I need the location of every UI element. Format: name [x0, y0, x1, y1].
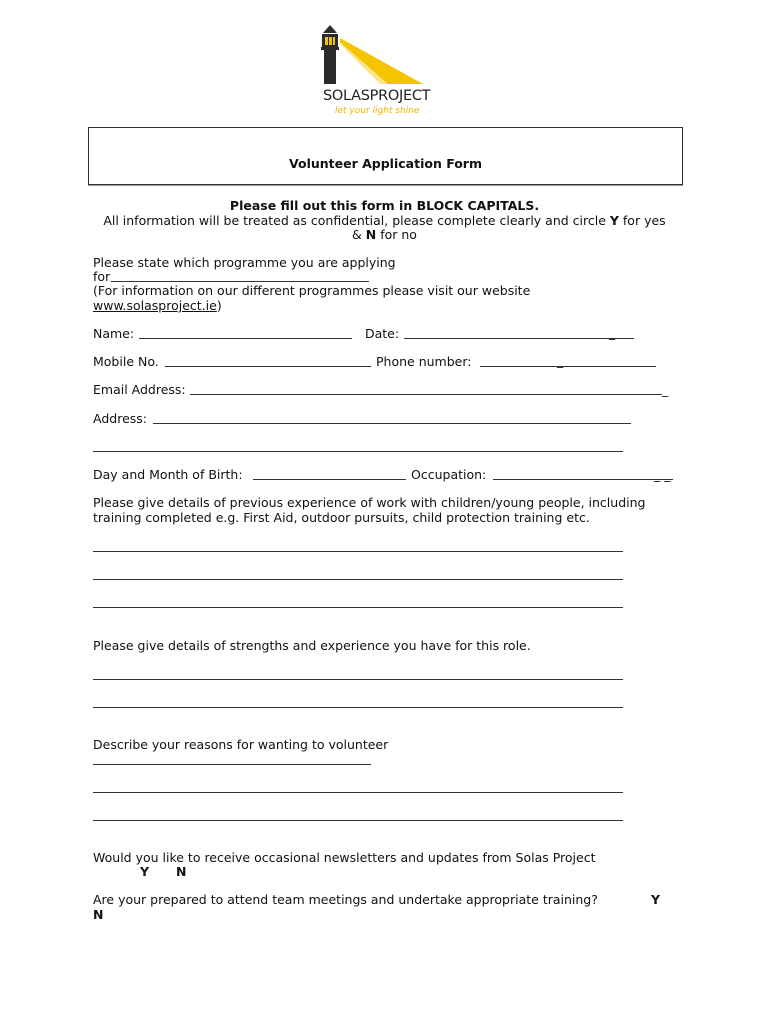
address-label: Address: [93, 411, 147, 426]
mobile-input-line[interactable] [165, 366, 371, 367]
occupation-suffix: _ _ [654, 467, 671, 482]
intro-yes: Y [609, 213, 619, 228]
website-close-paren: ) [216, 298, 222, 313]
reasons-input-line-1[interactable] [93, 792, 623, 793]
strengths-question: Please give details of strengths and experience you have for this role. [93, 638, 531, 653]
programme-website-line [93, 299, 222, 313]
form-title-box [88, 127, 683, 185]
experience-input-line-3[interactable] [93, 607, 623, 608]
programme-input-line[interactable] [111, 281, 369, 282]
name-label: Name: [93, 326, 135, 341]
form-title: Volunteer Application Form [289, 156, 482, 171]
experience-question-line-2: training completed e.g. First Aid, outdoor pursuits, child protection training etc. [93, 510, 590, 525]
intro-line-2 [88, 214, 681, 228]
date-label: Date: [365, 326, 400, 341]
programme-question: Please state which programme you are applying [93, 255, 396, 270]
occupation-label: Occupation: [411, 467, 487, 482]
phone-mid: _ [557, 353, 564, 368]
meetings-question: Are your prepared to attend team meetings and undertake appropriate training? [93, 892, 598, 907]
address-input-line-2[interactable] [93, 451, 623, 452]
intro-line-3 [88, 228, 681, 242]
lighthouse-icon [318, 22, 438, 92]
occupation-input-line[interactable] [493, 479, 673, 480]
intro-line-1: Please fill out this form in BLOCK CAPITALS. [229, 198, 540, 213]
newsletter-yes-option[interactable]: Y [140, 864, 150, 879]
address-input-line-1[interactable] [153, 423, 631, 424]
reasons-input-line-2[interactable] [93, 820, 623, 821]
logo-wordmark [323, 88, 430, 104]
intro-line-2-text: All information will be treated as confidential, please complete clearly and circle [103, 213, 610, 228]
intro-line-3-text: & [352, 227, 366, 242]
experience-input-line-1[interactable] [93, 551, 623, 552]
reasons-question: Describe your reasons for wanting to volunteer [93, 737, 389, 752]
date-input-line[interactable] [404, 338, 634, 339]
programme-info: (For information on our different programmes please visit our website [93, 283, 531, 298]
email-input-line[interactable] [190, 394, 662, 395]
intro-line-3-end: for no [376, 227, 417, 242]
phone-label: Phone number: [376, 354, 472, 369]
name-input-line[interactable] [139, 338, 352, 339]
meetings-yes-option[interactable]: Y [651, 892, 661, 907]
experience-input-line-2[interactable] [93, 579, 623, 580]
date-suffix: _ [609, 325, 616, 340]
strengths-input-line-2[interactable] [93, 707, 623, 708]
logo-name-bold: SOLAS [323, 88, 370, 104]
strengths-input-line-1[interactable] [93, 679, 623, 680]
meetings-no-option[interactable]: N [93, 907, 104, 922]
intro-line-2-end: for yes [618, 213, 666, 228]
reasons-input-line-0[interactable] [93, 764, 371, 765]
newsletter-question: Would you like to receive occasional newsletters and updates from Solas Project [93, 850, 596, 865]
dob-label: Day and Month of Birth: [93, 467, 243, 482]
intro-no: N [365, 227, 377, 242]
programme-for-label: for [93, 269, 111, 284]
logo-name-rest: PROJECT [369, 88, 431, 104]
email-suffix: _ [662, 382, 669, 397]
phone-input-line[interactable] [480, 366, 656, 367]
dob-input-line[interactable] [253, 479, 406, 480]
mobile-label: Mobile No. [93, 354, 159, 369]
website-link[interactable]: www.solasproject.ie [93, 298, 217, 313]
email-label: Email Address: [93, 382, 186, 397]
newsletter-no-option[interactable]: N [176, 864, 187, 879]
logo-tagline: let your light shine [335, 106, 420, 116]
experience-question-line-1: Please give details of previous experience of work with children/young people, including [93, 495, 646, 510]
